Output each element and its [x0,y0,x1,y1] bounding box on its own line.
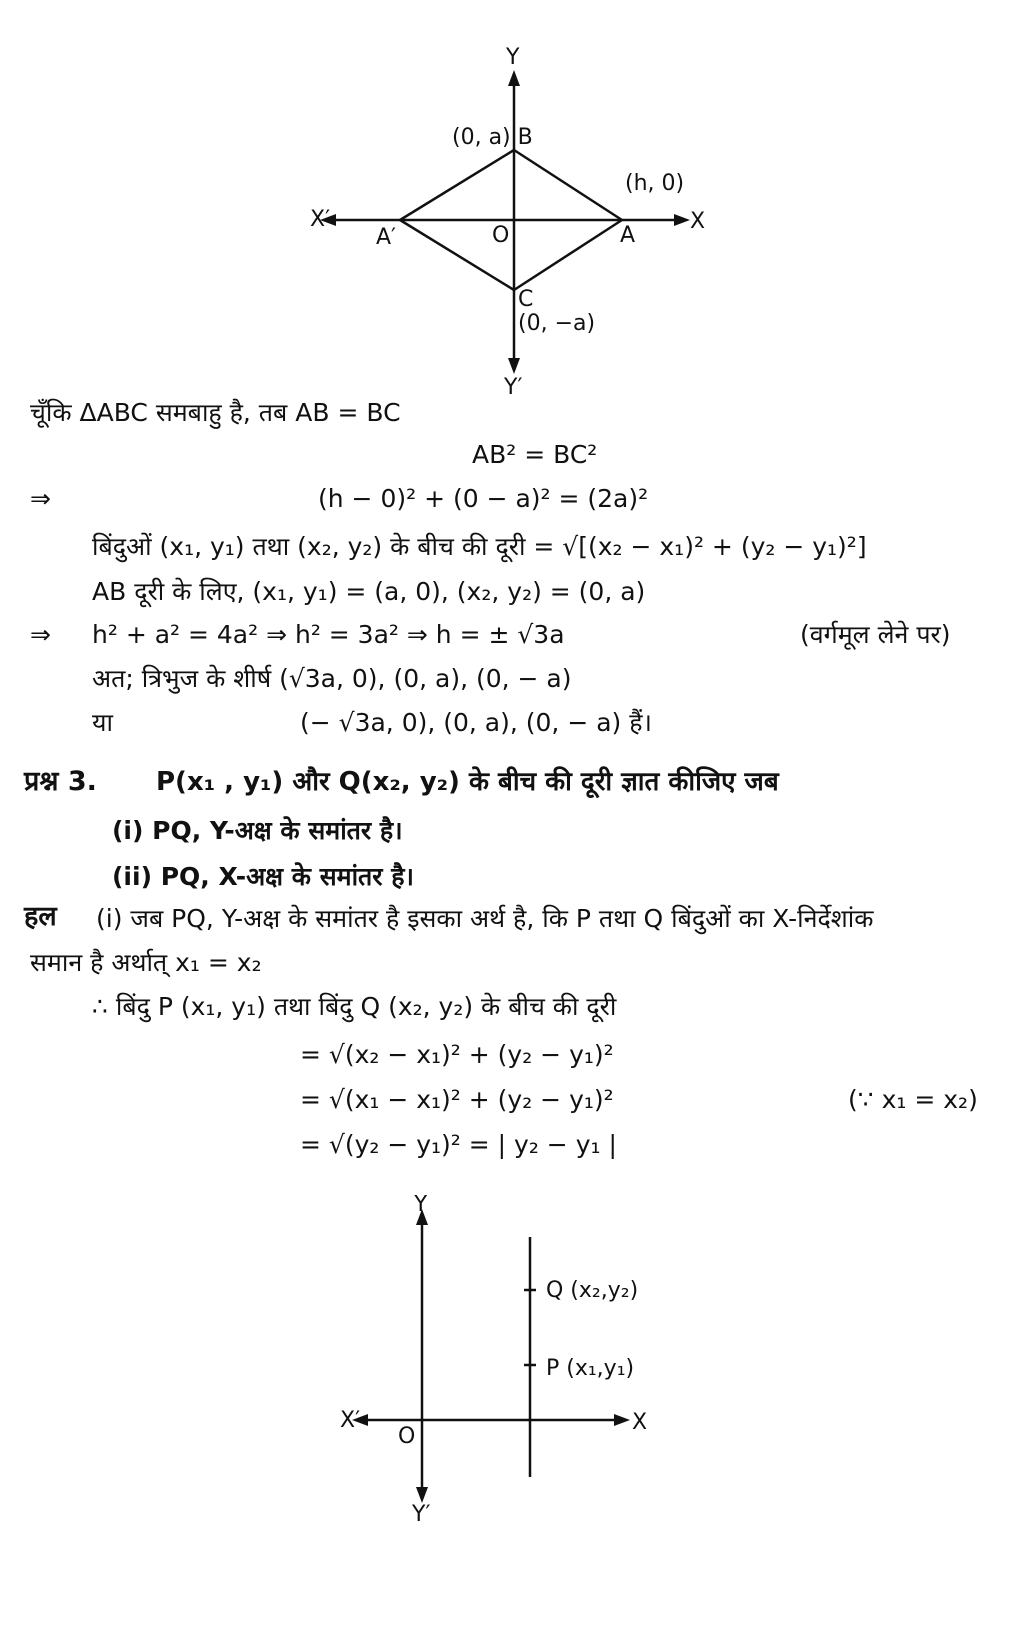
fig1-label-y-prime: Y′ [504,375,523,400]
solution2-line2: AB² = BC² [472,440,598,469]
solution3-line1: (i) जब PQ, Y-अक्ष के समांतर है इसका अर्थ है, कि P तथा Q बिंदुओं का X-निर्देशांक [96,904,874,933]
solution2-line8: (− √3a, 0), (0, a), (0, − a) हैं। [300,708,652,737]
solution3-heading: हल [24,901,57,932]
fig2-x-axis-arrow-icon [614,1414,630,1426]
triangle-diagram [290,40,730,400]
fig1-label-x: X [690,209,706,234]
solution3-line2: समान है अर्थात् x₁ = x₂ [30,948,262,977]
solution2-line8-label: या [92,708,113,737]
fig2-y-prime-axis-arrow-icon [416,1487,428,1503]
solution3-eq2: = √(x₁ − x₁)² + (y₂ − y₁)² [300,1085,614,1114]
solution3-line3: ∴ बिंदु P (x₁, y₁) तथा बिंदु Q (x₂, y₂) के बीच की दूरी [92,992,617,1021]
fig1-label-y: Y [506,45,520,70]
fig2-label-x: X [632,1410,648,1435]
y-axis-arrow-icon [508,70,520,86]
solution2-line1: चूँकि ΔABC समबाहु है, तब AB = BC [30,398,401,427]
fig1-label-a: A [620,223,636,248]
fig1-label-c-coord: (0, −a) [518,311,596,336]
solution2-implies2: ⇒ [30,620,51,649]
fig1-label-a-prime: A′ [376,225,397,250]
fig2-label-o: O [398,1424,416,1449]
solution2-line6-note: (वर्गमूल लेने पर) [800,620,951,649]
question3-text: P(x₁ , y₁) और Q(x₂, y₂) के बीच की दूरी ज्ञात कीजिए जब [156,767,779,797]
solution3-eq3: = √(y₂ − y₁)² = | y₂ − y₁ | [300,1130,617,1159]
solution2-line5: AB दूरी के लिए, (x₁, y₁) = (a, 0), (x₂, y₂) = (0, a) [92,577,646,606]
solution2-line7: अत; त्रिभुज के शीर्ष (√3a, 0), (0, a), (0, − a) [92,664,572,693]
question3-number: प्रश्न 3. [24,766,97,797]
fig2-label-y: Y [414,1195,428,1217]
solution2-line3: (h − 0)² + (0 − a)² = (2a)² [318,484,649,513]
fig1-label-x-prime: X′ [310,207,331,232]
question3-part2: (ii) PQ, X-अक्ष के समांतर है। [112,862,414,891]
x-axis-arrow-icon [674,214,690,226]
fig1-label-h0: (h, 0) [625,171,685,196]
fig1-label-c: C [518,287,534,312]
fig1-label-o: O [492,223,510,248]
y-prime-axis-arrow-icon [508,358,520,374]
fig2-label-x-prime: X′ [340,1408,361,1433]
fig2-label-p: P (x₁,y₁) [546,1356,635,1381]
pq-parallel-diagram [330,1195,690,1525]
question3-part1: (i) PQ, Y-अक्ष के समांतर है। [112,816,403,845]
fig1-label-b: (0, a) B [452,125,533,150]
solution2-implies1: ⇒ [30,484,51,513]
solution3-eq1: = √(x₂ − x₁)² + (y₂ − y₁)² [300,1040,614,1069]
fig2-label-q: Q (x₂,y₂) [546,1278,639,1303]
solution2-line6: h² + a² = 4a² ⇒ h² = 3a² ⇒ h = ± √3a [92,620,565,649]
fig2-label-y-prime: Y′ [412,1502,431,1525]
solution2-line4: बिंदुओं (x₁, y₁) तथा (x₂, y₂) के बीच की दूरी = √[(x₂ − x₁)² + (y₂ − y₁)²] [92,532,867,561]
solution3-eq2-note: (∵ x₁ = x₂) [848,1085,978,1114]
